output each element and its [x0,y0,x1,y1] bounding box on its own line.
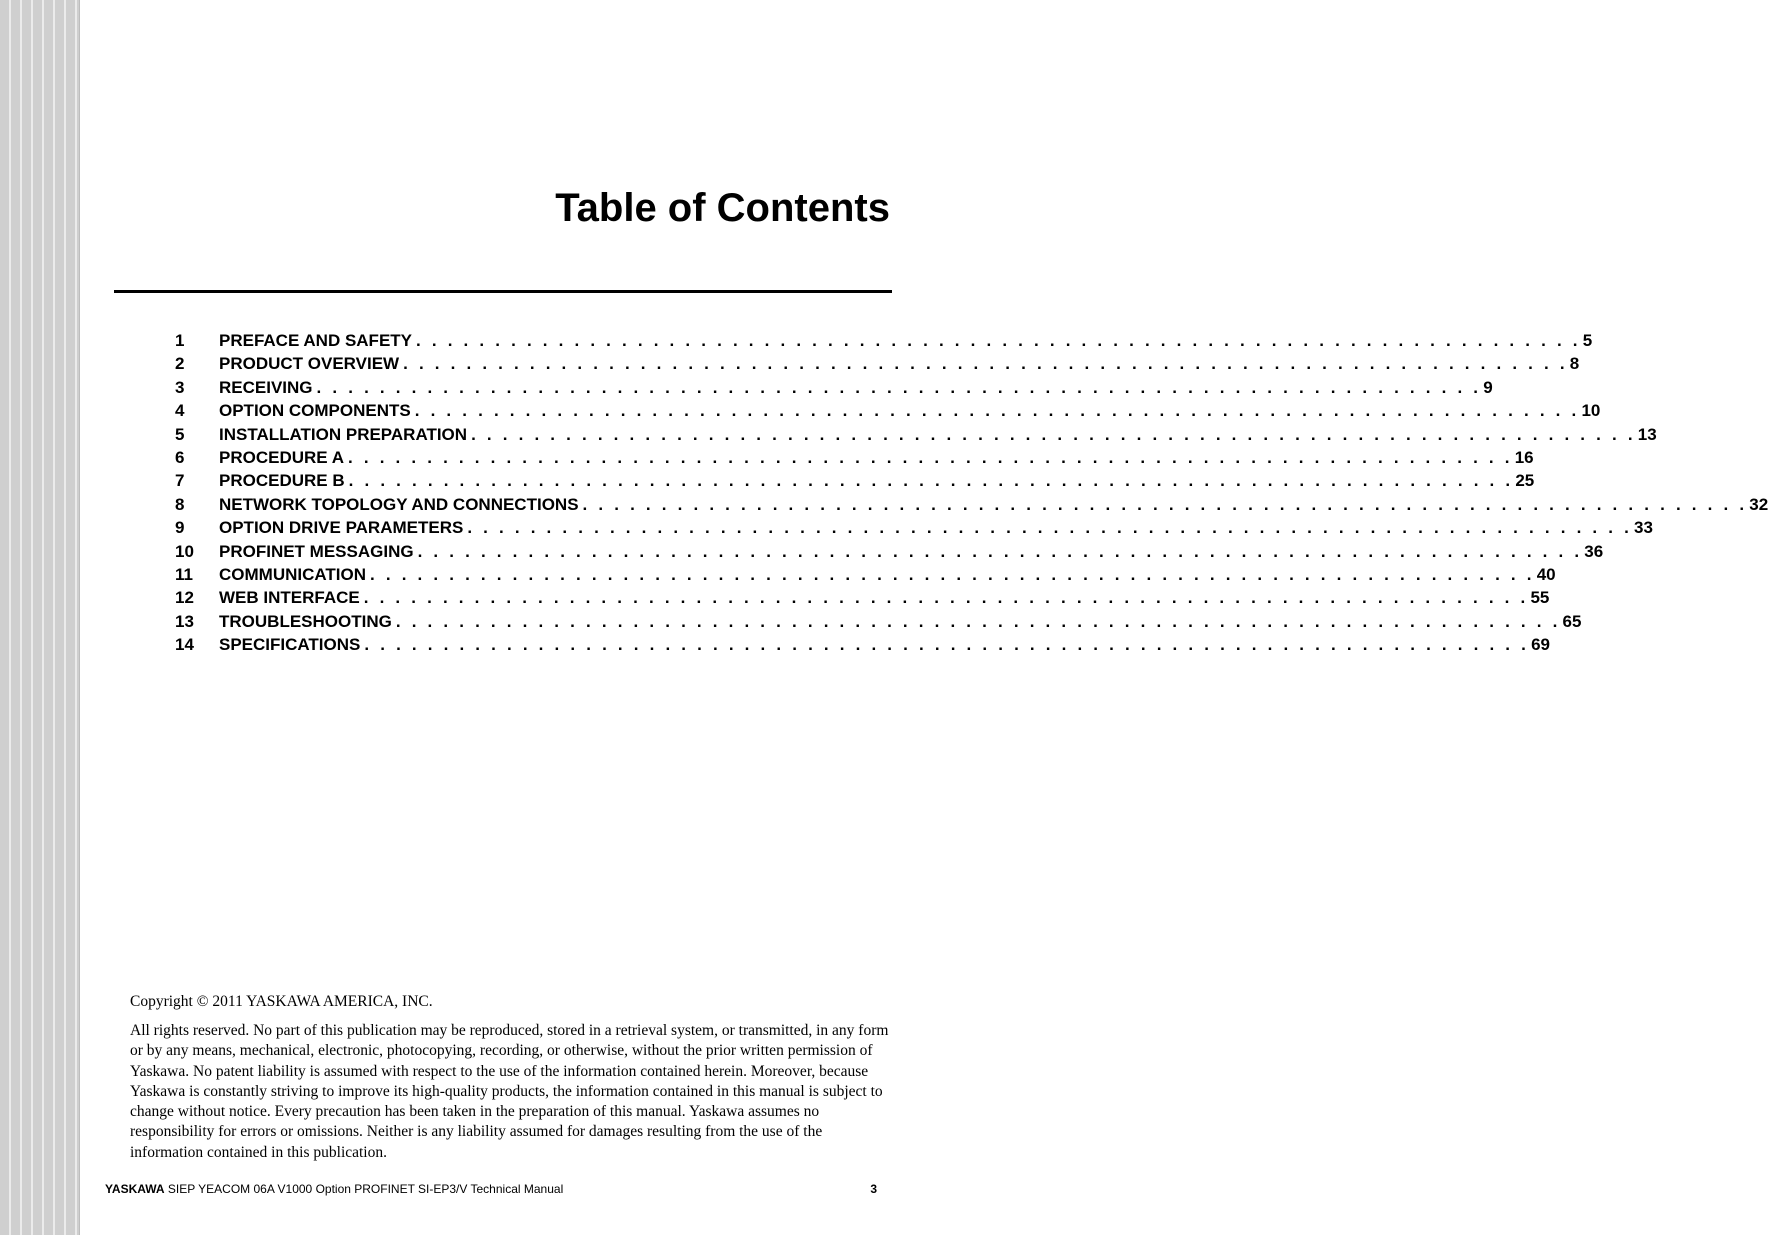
toc-number: 9 [175,518,185,538]
toc-title[interactable]: OPTION COMPONENTS [219,401,411,421]
toc-entry[interactable] [175,586,1550,609]
toc-number: 13 [175,611,194,631]
toc-number: 5 [175,424,185,444]
toc-leader: . . . . . . . . . . . . . . . . . . . . . . . . . . . . . . . . . . . . . . . . . . . . . . . . . . . . . . . . . . . . . . . . . . . . . . . . . . [467,518,1633,538]
toc-leader: . . . . . . . . . . . . . . . . . . . . . . . . . . . . . . . . . . . . . . . . . . . . . . . . . . . . . . . . . . . . . . . . . . . . . . . . . . [414,401,1580,421]
copyright-notice: Copyright © 2011 YASKAWA AMERICA, INC. [130,993,433,1010]
toc-number: 7 [175,471,185,491]
toc-title[interactable]: INSTALLATION PREPARATION [219,424,468,444]
toc-title[interactable]: NETWORK TOPOLOGY AND CONNECTIONS [219,494,579,514]
toc-number: 8 [175,494,185,514]
toc-entry[interactable] [175,376,1493,399]
toc-entry[interactable] [175,516,1653,539]
toc-page[interactable]: 25 [1515,471,1535,491]
toc-leader: . . . . . . . . . . . . . . . . . . . . . . . . . . . . . . . . . . . . . . . . . . . . . . . . . . . . . . . . . . . . . . . . . . . . . . . . . . [348,447,1513,467]
toc-page[interactable]: 16 [1514,447,1534,467]
toc-page[interactable]: 33 [1634,518,1653,538]
toc-entry[interactable] [175,563,1556,586]
toc-number: 11 [175,564,193,584]
toc-page[interactable]: 69 [1531,635,1550,655]
toc-page[interactable]: 40 [1536,564,1556,584]
toc-title[interactable]: OPTION DRIVE PARAMETERS [219,518,464,538]
title-divider [114,290,892,293]
toc-number: 12 [175,588,194,608]
toc-page[interactable]: 55 [1530,588,1550,608]
toc-page[interactable]: 5 [1582,331,1593,350]
rights-statement: All rights reserved. No part of this publication may be reproduced, stored in a retrieval system, or transmitted, in any form or by any means, mechanical, electronic, photocopying, recording, or otherwise, without the prior written permission of Yaskawa. No patent liability is assumed with respect to the use of the information contained herein. Moreover, because Yaskawa is constantly striving to improve its high-quality products, the information contained in this manual is subject to change without notice. Every precaution has been taken in the preparation of this manual. Yaskawa assumes no responsibility for errors or omissions. Neither is any liability assumed for damages resulting from the use of the information contained in this publication. [130,1022,889,1161]
toc-leader: . . . . . . . . . . . . . . . . . . . . . . . . . . . . . . . . . . . . . . . . . . . . . . . . . . . . . . . . . . . . . . . . . . . . . . . . . . [348,471,1514,491]
toc-title[interactable]: PROCEDURE A [219,447,344,467]
toc-number: 14 [175,635,194,655]
toc-leader: . . . . . . . . . . . . . . . . . . . . . . . . . . . . . . . . . . . . . . . . . . . . . . . . . . . . . . . . . . . . . . . . . . . . . . . . . . [582,494,1748,514]
toc-title[interactable]: SPECIFICATIONS [219,635,361,655]
toc-page[interactable]: 8 [1569,354,1580,374]
toc-leader: . . . . . . . . . . . . . . . . . . . . . . . . . . . . . . . . . . . . . . . . . . . . . . . . . . . . . . . . . . . . . . . . . . . . . . . . . . [370,564,1535,584]
toc-leader: . . . . . . . . . . . . . . . . . . . . . . . . . . . . . . . . . . . . . . . . . . . . . . . . . . . . . . . . . . . . . . . . . . . . . . . . . . [364,635,1530,655]
toc-entry[interactable] [175,493,1768,516]
toc-entry[interactable] [175,633,1550,656]
toc-entry[interactable] [175,352,1580,375]
toc-title[interactable]: WEB INTERFACE [219,588,360,608]
page-footer [105,1182,877,1196]
footer-page-number: 3 [870,1182,877,1196]
toc-leader: . . . . . . . . . . . . . . . . . . . . . . . . . . . . . . . . . . . . . . . . . . . . . . . . . . . . . . . . . . . . . . . . . . . . . . . . . . [417,541,1583,561]
toc-entry[interactable] [175,446,1534,469]
toc-number: 4 [175,401,185,421]
toc-leader: . . . . . . . . . . . . . . . . . . . . . . . . . . . . . . . . . . . . . . . . . . . . . . . . . . . . . . . . . . . . . . . . . . . . . . . . . . [316,377,1482,397]
toc-leader: . . . . . . . . . . . . . . . . . . . . . . . . . . . . . . . . . . . . . . . . . . . . . . . . . . . . . . . . . . . . . . . . . . . . . . . . . . [416,331,1581,350]
toc-leader: . . . . . . . . . . . . . . . . . . . . . . . . . . . . . . . . . . . . . . . . . . . . . . . . . . . . . . . . . . . . . . . . . . . . . . . . . . [363,588,1529,608]
toc-title[interactable]: COMMUNICATION [219,564,366,584]
toc-number: 6 [175,447,185,467]
toc-page[interactable]: 10 [1581,401,1601,421]
toc-title[interactable]: PROFINET MESSAGING [219,541,414,561]
footer-doc-name: SIEP YEACOM 06A V1000 Option PROFINET SI-EP3/V Technical Manual [167,1182,564,1196]
toc-page[interactable]: 9 [1483,377,1493,397]
toc-page[interactable]: 32 [1749,494,1768,514]
toc-page[interactable]: 13 [1637,424,1657,444]
toc-entry[interactable] [175,423,1657,446]
toc-page[interactable]: 65 [1562,611,1582,631]
toc-title[interactable]: RECEIVING [219,377,313,397]
toc-title[interactable]: PRODUCT OVERVIEW [219,354,400,374]
toc-number: 1 [175,331,185,350]
toc-entry[interactable] [175,610,1582,633]
toc-number: 2 [175,354,185,374]
toc-entry[interactable] [175,469,1535,492]
toc-page[interactable]: 36 [1584,541,1604,561]
toc-title[interactable]: TROUBLESHOOTING [219,611,392,631]
toc-number: 10 [175,541,194,561]
toc-leader: . . . . . . . . . . . . . . . . . . . . . . . . . . . . . . . . . . . . . . . . . . . . . . . . . . . . . . . . . . . . . . . . . . . . . . . . . . [471,424,1636,444]
toc-title[interactable]: PROCEDURE B [219,471,345,491]
toc-title[interactable]: PREFACE AND SAFETY [219,331,413,350]
toc-entry[interactable] [175,540,1604,563]
toc-list [175,329,1768,656]
page-title: Table of Contents [555,186,890,230]
toc-entry[interactable] [175,399,1601,422]
side-stripe-border [0,0,80,1235]
footer-brand: YASKAWA [105,1182,165,1196]
toc-leader: . . . . . . . . . . . . . . . . . . . . . . . . . . . . . . . . . . . . . . . . . . . . . . . . . . . . . . . . . . . . . . . . . . . . . . . . . . [403,354,1568,374]
toc-entry[interactable] [175,329,1593,352]
toc-leader: . . . . . . . . . . . . . . . . . . . . . . . . . . . . . . . . . . . . . . . . . . . . . . . . . . . . . . . . . . . . . . . . . . . . . . . . . . [395,611,1561,631]
footer-doc-title [105,1182,563,1196]
toc-number: 3 [175,377,185,397]
